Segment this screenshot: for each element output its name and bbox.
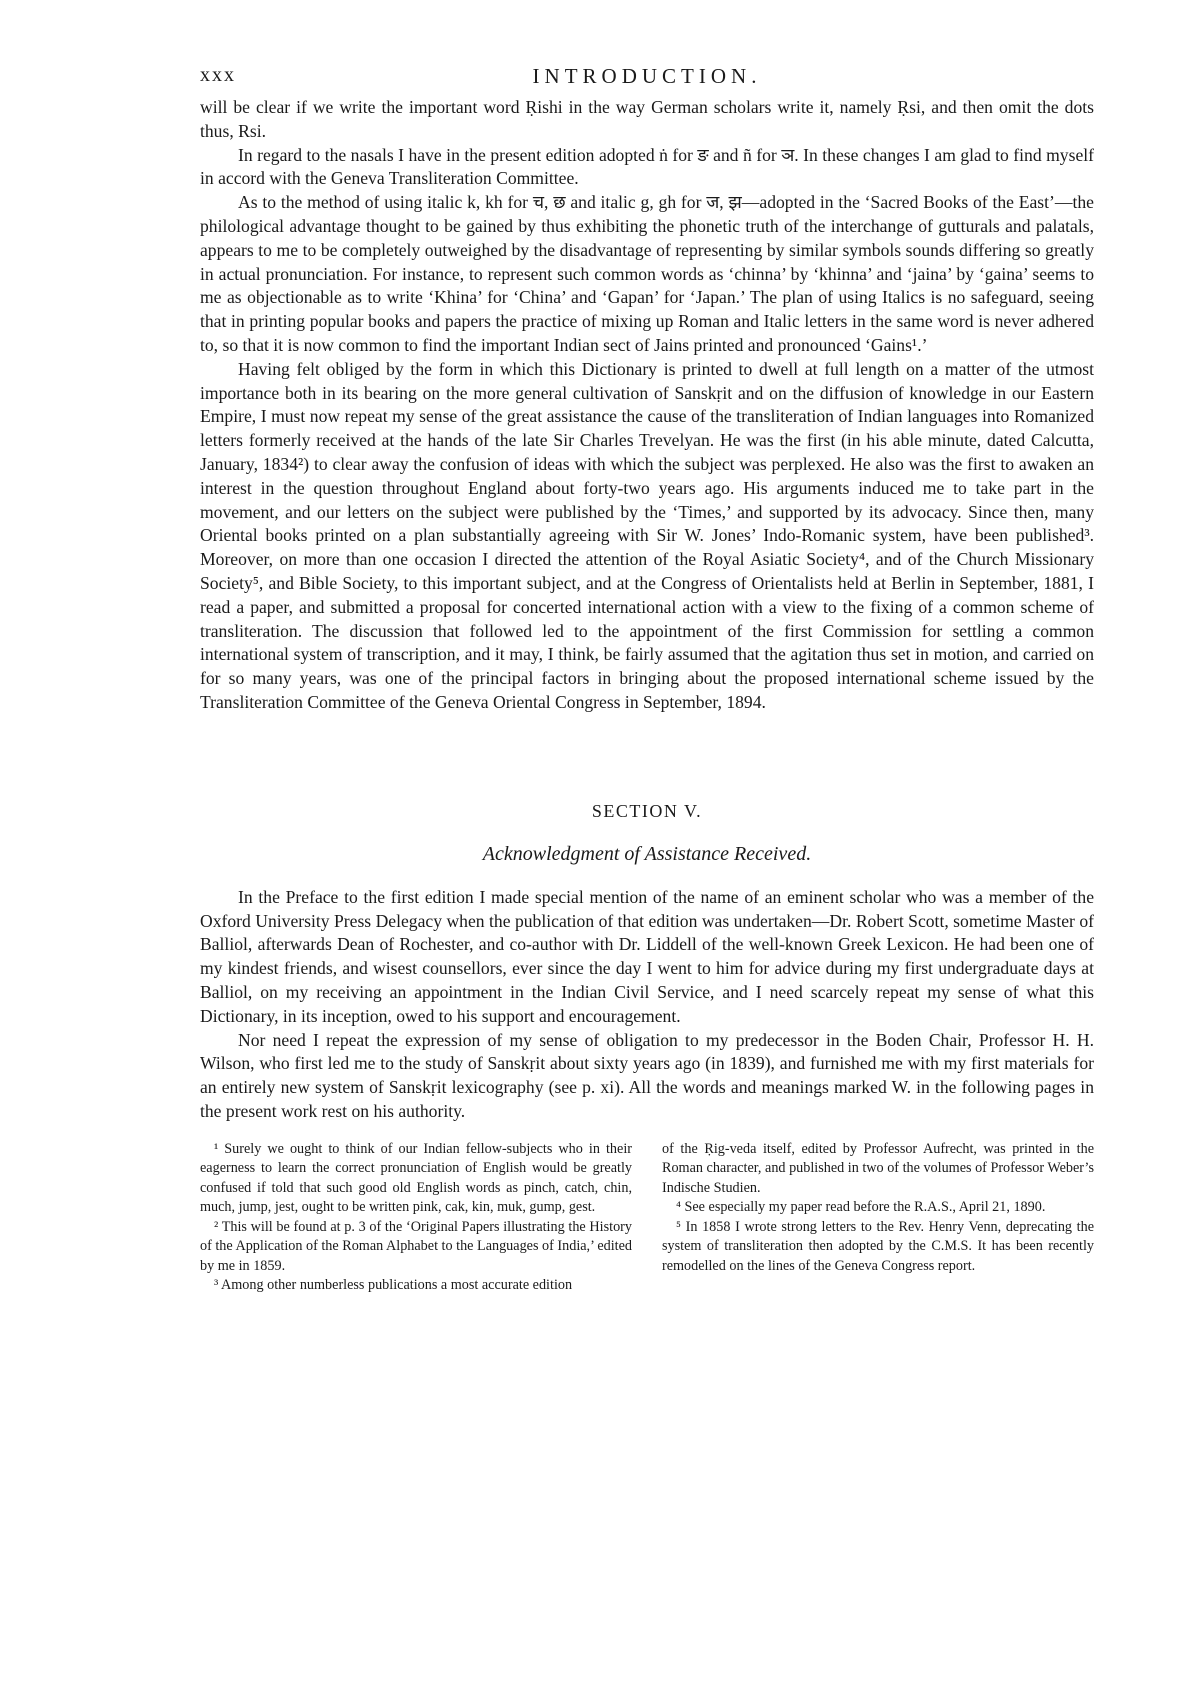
page <box>200 56 1094 1296</box>
footnote: ² This will be found at p. 3 of the ‘Original Papers illustrating the History of the Application of the Roman Alphabet to the Languages of India,’ edited by me in 1859. <box>200 1218 632 1274</box>
footnote: of the Ṛig-veda itself, edited by Professor Aufrecht, was printed in the Roman character, and published in two of the volumes of Professor Weber’s Indische Studien. <box>662 1140 1094 1196</box>
section-subtitle: Acknowledgment of Assistance Received. <box>482 842 812 865</box>
paragraph: As to the method of using italic k, kh for च, छ and italic g, gh for ज, झ—adopted in the ‘Sacred Books of the East’—the philological advantage thought to be gained by thus exhibiting the phonetic truth of the interchange of gutturals and palatals, appears to me to be completely outweighed by the disadvantage of representing by similar symbols sounds differing so greatly in actual pronunciation. For instance, to represent such common words as ‘chinna’ by ‘khinna’ and ‘jaina’ by ‘gaina’ seems to me as objectionable as to write ‘Khina’ for ‘China’ and ‘Gapan’ for ‘Japan.’ The plan of using Italics is no safeguard, seeing that in printing popular books and papers the practice of mixing up Roman and Italic letters in the same word is never adhered to, so that it is now common to find the important Indian sect of Jains printed and pronounced ‘Gains¹.’ <box>200 192 1094 355</box>
footnotes-right-column <box>662 1140 1094 1296</box>
running-header <box>200 56 1094 96</box>
section-body <box>200 886 1094 1124</box>
page-number: xxx <box>200 64 236 86</box>
footnotes <box>200 1140 1094 1296</box>
footnote: ³ Among other numberless publications a most accurate edition <box>214 1277 573 1294</box>
paragraph: Nor need I repeat the expression of my sense of obligation to my predecessor in the Boden Chair, Professor H. H. Wilson, who first led me to the study of Sanskṛit about sixty years ago (in 1839), and furnished me with my first materials for an entirely new system of Sanskṛit lexicography (see p. xi). All the words and meanings marked W. in the following pages in the present work rest on his authority. <box>200 1029 1094 1121</box>
section-heading: SECTION V. <box>591 800 703 821</box>
body-text <box>200 96 1094 715</box>
footnote: ¹ Surely we ought to think of our Indian fellow-subjects who in their eagerness to learn the correct pronunciation of English would be greatly confused if told that such good old English words as pinch, catch, chin, much, jump, jest, ought to be written pink, cak, kin, muk, gump, gest. <box>200 1140 632 1216</box>
paragraph: In the Preface to the first edition I made special mention of the name of an eminent scholar who was a member of the Oxford University Press Delegacy when the publication of that edition was undertaken—Dr. Robert Scott, sometime Master of Balliol, afterwards Dean of Rochester, and co-author with Dr. Liddell of the well-known Greek Lexicon. He had been one of my kindest friends, and wisest counsellors, ever since the day I went to him for advice during my first undergraduate days at Balliol, on my receiving an appointment in the Indian Civil Service, and I need scarcely repeat my sense of what this Dictionary, in its inception, owed to his support and encouragement. <box>200 886 1094 1026</box>
paragraph: In regard to the nasals I have in the present edition adopted ṅ for ङ and ñ for ञ. In these changes I am glad to find myself in accord with the Geneva Transliteration Committee. <box>200 144 1094 189</box>
running-title: INTRODUCTION. <box>532 64 762 88</box>
paragraph: will be clear if we write the important word Ṛishi in the way German scholars write it, namely Ṛsi, and then omit the dots thus, Rsi. <box>200 97 1094 141</box>
footnote: ⁴ See especially my paper read before the R.A.S., April 21, 1890. <box>676 1199 1046 1216</box>
footnote: ⁵ In 1858 I wrote strong letters to the Rev. Henry Venn, deprecating the system of transliteration then adopted by the C.M.S. It has been recently remodelled on the lines of the Geneva Congress report. <box>662 1218 1094 1274</box>
footnotes-left-column <box>200 1140 632 1296</box>
paragraph: Having felt obliged by the form in which this Dictionary is printed to dwell at full length on a matter of the utmost importance both in its bearing on the more general cultivation of Sanskṛit and on the diffusion of knowledge in our Eastern Empire, I must now repeat my sense of the great assistance the cause of the transliteration of Indian languages into Romanized letters formerly received at the hands of the late Sir Charles Trevelyan. He was the first (in his able minute, dated Calcutta, January, 1834²) to clear away the confusion of ideas with which the subject was perplexed. He also was the first to awaken an interest in the question throughout England about forty-two years ago. His arguments induced me to take part in the movement, and our letters on the subject were published by the ‘Times,’ and supported by its advocacy. Since then, many Oriental books printed on a plan substantially agreeing with Sir W. Jones’ Indo-Romanic system, have been published³. Moreover, on more than one occasion I directed the attention of the Royal Asiatic Society⁴, and of the Church Missionary Society⁵, and Bible Society, to this important subject, and at the Congress of Orientalists held at Berlin in September, 1881, I read a paper, and submitted a proposal for concerted international action with a view to the fixing of a common scheme of transliteration. The discussion that followed led to the appointment of the first Commission for settling a common international system of transcription, and it may, I think, be fairly assumed that the agitation thus set in motion, and carried on for so many years, was one of the principal factors in bringing about the proposed international scheme issued by the Transliteration Committee of the Geneva Oriental Congress in September, 1894. <box>200 358 1094 712</box>
